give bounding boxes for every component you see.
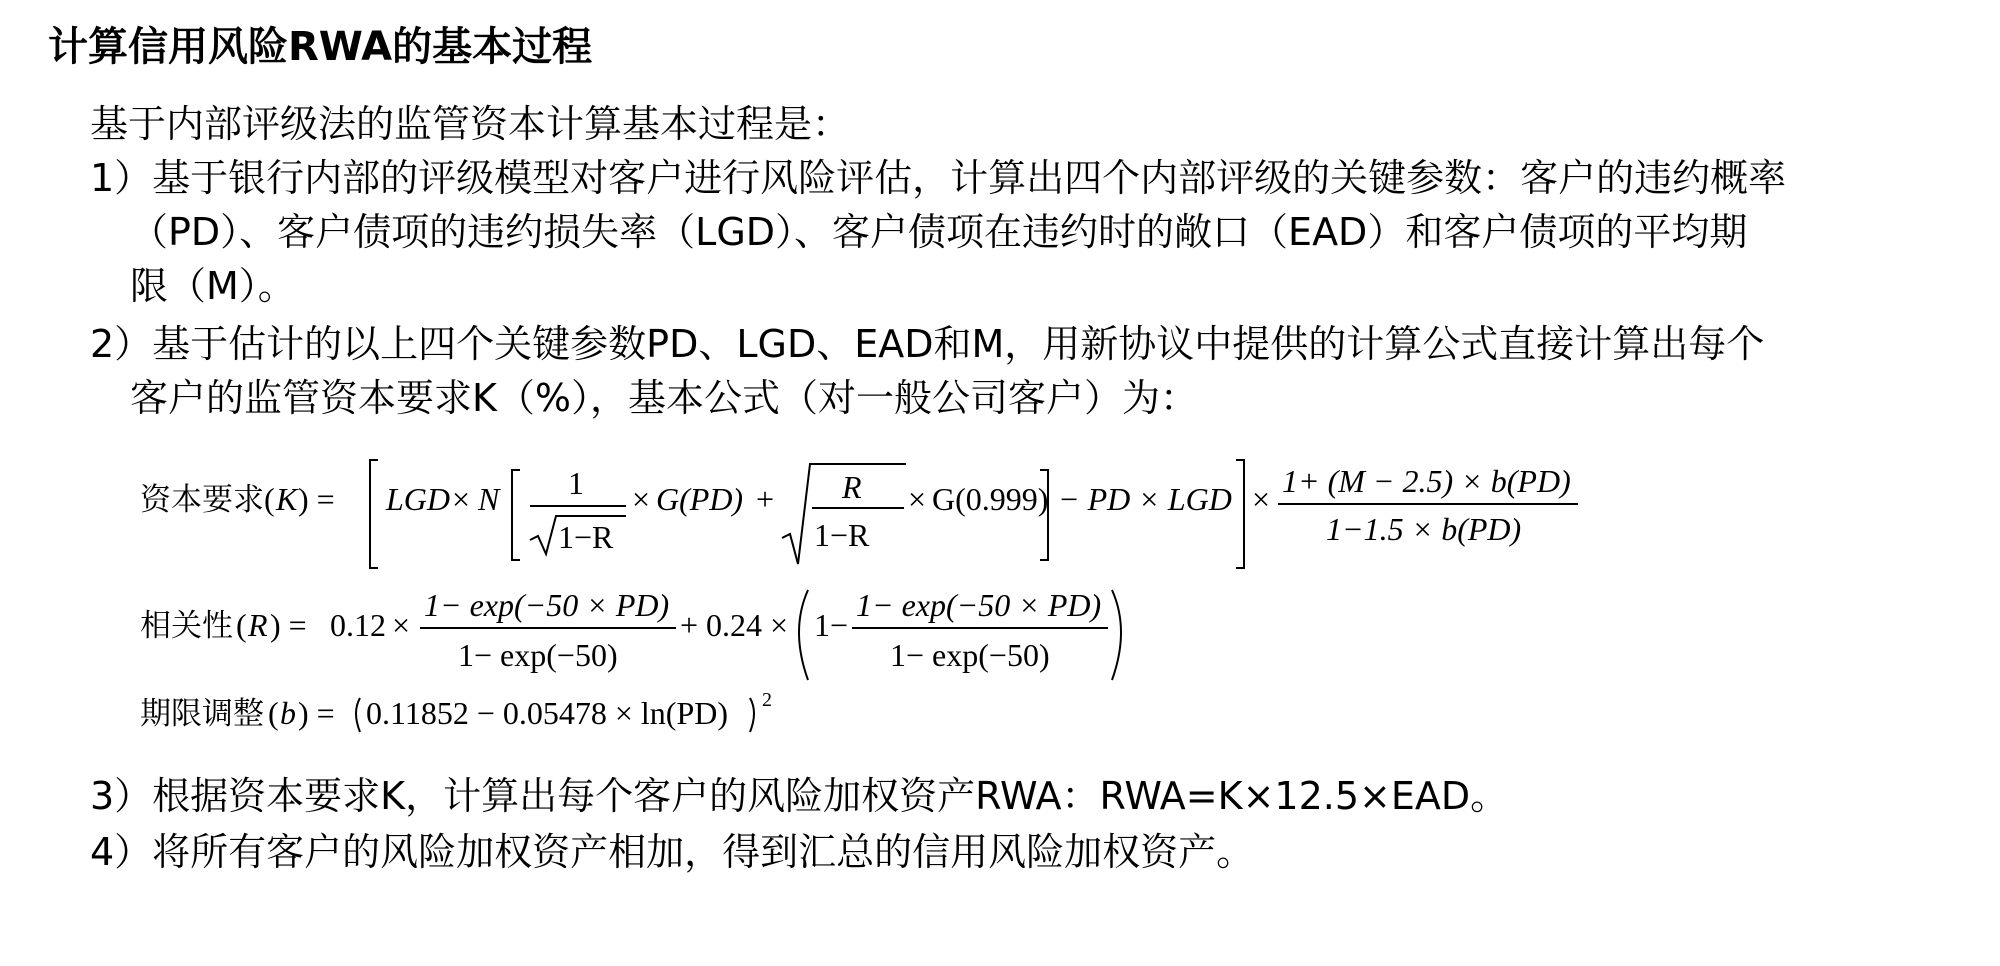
intro-text: 基于内部评级法的监管资本计算基本过程是： — [90, 102, 851, 146]
maturity-label: 期限调整 — [140, 696, 264, 732]
correlation-formula — [140, 587, 1121, 680]
var-b: b — [280, 695, 296, 731]
open-paren: ( — [264, 481, 275, 517]
coef-024: + 0.24 — [680, 607, 763, 643]
minus-pd-lgd: − PD × LGD — [1058, 481, 1232, 517]
maturity-left-paren — [356, 698, 360, 732]
step-1-line-3: 限（M）。 — [130, 264, 296, 308]
outer-left-bracket — [370, 460, 378, 568]
close-paren-eq-b: ) = — [298, 695, 335, 731]
step-2-line-2: 客户的监管资本要求K（%），基本公式（对一般公司客户）为： — [130, 376, 1199, 420]
times-sign-1: × — [452, 481, 471, 517]
times-sign-2: × — [632, 481, 651, 517]
open-paren-b: ( — [268, 695, 279, 731]
one-minus: 1− — [814, 607, 849, 643]
fraction-numerator-1: 1 — [568, 465, 584, 501]
step-1-line-2: （PD）、客户债项的违约损失率（LGD）、客户债项在违约时的敞口（EAD）和客户债项的平均期 — [130, 210, 1748, 254]
step-3-line-1: 3）根据资本要求K，计算出每个客户的风险加权资产RWA：RWA=K×12.5×EAD。 — [90, 774, 1509, 818]
open-paren-r: ( — [236, 607, 247, 643]
times-sign-4: × — [1252, 481, 1271, 517]
times-sign-5: × — [392, 607, 411, 643]
correlation-label: 相关性 — [140, 608, 233, 644]
corr-denominator-2: 1− exp(−50) — [890, 637, 1050, 673]
maturity-numerator: 1+ (M − 2.5) × b(PD) — [1282, 463, 1571, 499]
corr-numerator-2: 1− exp(−50 × PD) — [856, 587, 1102, 623]
maturity-adjustment-formula — [140, 689, 772, 732]
corr-denominator-1: 1− exp(−50) — [458, 637, 618, 673]
times-sign-6: × — [770, 607, 789, 643]
fraction-denominator-2: 1−R — [814, 517, 870, 553]
corr-numerator-1: 1− exp(−50 × PD) — [424, 587, 670, 623]
g-of-pd: G(PD) — [656, 481, 744, 517]
formula-block — [0, 440, 2000, 760]
maturity-expression: 0.11852 − 0.05478 × ln(PD) — [366, 695, 729, 731]
big-left-paren — [799, 590, 808, 680]
var-r: R — [248, 607, 268, 643]
close-paren-eq: ) = — [298, 481, 335, 517]
step-4-line-1: 4）将所有客户的风险加权资产相加，得到汇总的信用风险加权资产。 — [90, 830, 1255, 874]
inner-left-bracket — [512, 470, 520, 560]
capital-label: 资本要求 — [140, 482, 264, 518]
fraction-denominator-1: 1−R — [558, 519, 614, 555]
step-2-line-1: 2）基于估计的以上四个关键参数PD、LGD、EAD和M，用新协议中提供的计算公式直接计算出每个 — [90, 322, 1765, 366]
close-paren-eq-r: ) = — [270, 607, 307, 643]
step-1-line-1: 1）基于银行内部的评级模型对客户进行风险评估，计算出四个内部评级的关键参数：客户的违约概率 — [90, 156, 1787, 200]
big-right-paren — [1112, 590, 1121, 680]
page-title: 计算信用风险RWA的基本过程 — [48, 24, 593, 70]
n-function: N — [478, 481, 500, 517]
maturity-denominator: 1−1.5 × b(PD) — [1326, 511, 1522, 547]
g-of-0999: G(0.999) — [932, 481, 1049, 517]
maturity-right-paren — [750, 698, 754, 732]
fraction-numerator-r: R — [842, 469, 862, 505]
plus-sign-1: + — [756, 481, 775, 517]
lgd-term: LGD — [386, 481, 451, 517]
capital-requirement-formula — [140, 460, 1578, 568]
outer-right-bracket — [1236, 460, 1244, 568]
coef-012: 0.12 — [330, 607, 386, 643]
var-k: K — [276, 481, 298, 517]
times-sign-3: × — [908, 481, 927, 517]
exponent-2: 2 — [762, 689, 772, 711]
